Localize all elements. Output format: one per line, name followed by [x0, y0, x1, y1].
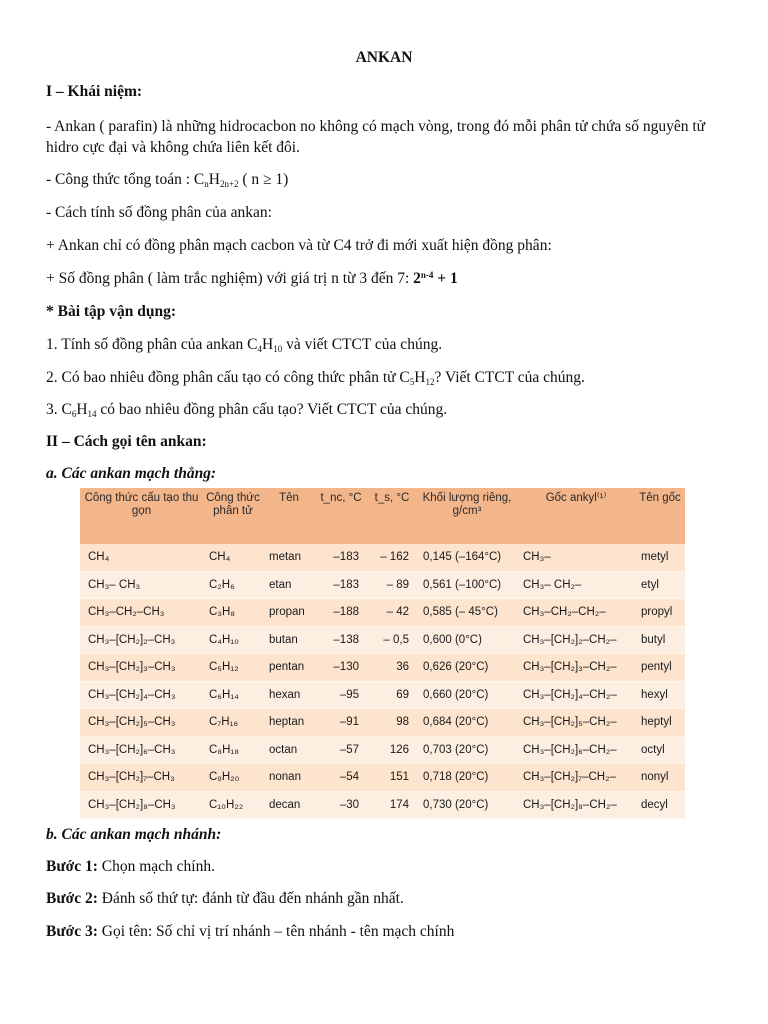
table-cell: CH₄	[203, 544, 263, 571]
table-cell: 0,626 (20°C)	[417, 654, 517, 682]
isomer-formula-base: 2	[413, 270, 421, 287]
table-cell: –57	[315, 736, 367, 764]
table-cell: pentan	[263, 654, 315, 682]
exercise-1-text: 1. Tính số đồng phân của ankan C	[46, 336, 258, 353]
table-cell: CH₃–[CH₂]₇–CH₂–	[517, 764, 635, 792]
table-cell: 0,660 (20°C)	[417, 681, 517, 709]
table-body	[80, 544, 685, 819]
table-cell: –30	[315, 791, 367, 819]
exercise-3-h: H	[76, 401, 88, 418]
alkane-table	[80, 488, 685, 819]
subsection-b-heading: b. Các ankan mạch nhánh:	[46, 826, 222, 843]
table-header-row	[80, 488, 685, 544]
table-cell: CH₃–[CH₂]₂–CH₂–	[517, 626, 635, 654]
table-cell: – 0,5	[367, 626, 417, 654]
table-cell: C₇H₁₆	[203, 709, 263, 737]
table-cell: CH₃–CH₂–CH₂–	[517, 599, 635, 627]
table-cell: CH₃–[CH₂]₈–CH₃	[80, 791, 203, 819]
section-1-heading: I – Khái niệm:	[46, 83, 143, 100]
table-cell: 174	[367, 791, 417, 819]
isomer-note-line: + Ankan chỉ có đồng phân mạch cacbon và từ C4 trở đi mới xuất hiện đồng phân:	[46, 237, 552, 254]
isomer-formula-tail: + 1	[433, 270, 458, 287]
table-row	[80, 571, 685, 599]
step-3	[46, 922, 728, 942]
table-cell: CH₃–[CH₂]₆–CH₂–	[517, 736, 635, 764]
table-cell: 0,585 (– 45°C)	[417, 599, 517, 627]
table-cell: CH₃–[CH₂]₈–CH₂–	[517, 791, 635, 819]
formula-prefix: - Công thức tổng toán : C	[46, 171, 205, 188]
table-cell: hexyl	[635, 681, 685, 709]
exercise-3-text: 3. C	[46, 401, 72, 418]
isomer-count-text: + Số đồng phân ( làm trắc nghiệm) với giá trị n từ 3 đến 7:	[46, 270, 414, 287]
table-row	[80, 764, 685, 792]
table-cell: hexan	[263, 681, 315, 709]
step-2	[46, 889, 728, 909]
table-cell: – 162	[367, 544, 417, 571]
table-header-cell: Công thức cấu tạo thu gọn	[80, 488, 203, 544]
table-cell: pentyl	[635, 654, 685, 682]
step-3-text: Gọi tên: Số chỉ vị trí nhánh – tên nhánh - tên mạch chính	[97, 923, 455, 940]
table-header-cell: t_s, °C	[367, 488, 417, 544]
table-cell: CH₃–[CH₂]₄–CH₂–	[517, 681, 635, 709]
table-cell: 0,145 (–164°C)	[417, 544, 517, 571]
table-cell: CH₃–[CH₂]₃–CH₃	[80, 654, 203, 682]
step-2-text: Đánh số thứ tự: đánh từ đầu đến nhánh gần nhất.	[97, 890, 404, 907]
table-cell: –130	[315, 654, 367, 682]
general-formula-line	[46, 170, 728, 190]
table-cell: etan	[263, 571, 315, 599]
table-cell: decan	[263, 791, 315, 819]
table-cell: 36	[367, 654, 417, 682]
isomer-formula-exp: n-4	[420, 270, 434, 280]
table-cell: CH₄	[80, 544, 203, 571]
table-row	[80, 709, 685, 737]
table-cell: CH₃–[CH₂]₂–CH₃	[80, 626, 203, 654]
table-cell: CH₃–[CH₂]₇–CH₃	[80, 764, 203, 792]
table-cell: CH₃– CH₂–	[517, 571, 635, 599]
table-cell: heptan	[263, 709, 315, 737]
exercise-2-text: 2. Có bao nhiêu đồng phân cấu tạo có công thức phân tử C	[46, 369, 410, 386]
table-cell: C₉H₂₀	[203, 764, 263, 792]
table-cell: octyl	[635, 736, 685, 764]
step-1	[46, 857, 728, 877]
step-1-label: Bước 1:	[46, 858, 98, 875]
table-cell: C₁₀H₂₂	[203, 791, 263, 819]
exercise-3	[46, 400, 728, 420]
table-header-cell: t_nc, °C	[315, 488, 367, 544]
formula-h: H	[208, 171, 220, 188]
table-cell: C₅H₁₂	[203, 654, 263, 682]
table-cell: –183	[315, 571, 367, 599]
exercise-3-sub-h: 14	[87, 409, 97, 419]
table-cell: – 89	[367, 571, 417, 599]
section-2-heading: II – Cách gọi tên ankan:	[46, 433, 207, 450]
table-cell: octan	[263, 736, 315, 764]
step-3-label: Bước 3:	[46, 923, 98, 940]
exercise-2-h: H	[414, 369, 426, 386]
table-header-cell: Tên	[263, 488, 315, 544]
table-row	[80, 736, 685, 764]
table-cell: heptyl	[635, 709, 685, 737]
table-cell: –188	[315, 599, 367, 627]
table-cell: –183	[315, 544, 367, 571]
isomer-method-line: - Cách tính số đồng phân của ankan:	[46, 204, 272, 221]
table-cell: CH₃–[CH₂]₅–CH₂–	[517, 709, 635, 737]
table-cell: C₂H₆	[203, 571, 263, 599]
table-row	[80, 544, 685, 571]
isomer-count-line	[46, 269, 728, 289]
table-cell: –95	[315, 681, 367, 709]
table-cell: 0,684 (20°C)	[417, 709, 517, 737]
alkane-table-container	[80, 488, 685, 812]
exercise-2-tail: ? Viết CTCT của chúng.	[434, 369, 585, 386]
table-cell: metyl	[635, 544, 685, 571]
table-row	[80, 654, 685, 682]
table-cell: 0,703 (20°C)	[417, 736, 517, 764]
table-cell: 0,718 (20°C)	[417, 764, 517, 792]
table-cell: CH₃– CH₃	[80, 571, 203, 599]
table-cell: 0,600 (0°C)	[417, 626, 517, 654]
table-cell: 0,561 (–100°C)	[417, 571, 517, 599]
exercise-1	[46, 335, 728, 355]
table-cell: – 42	[367, 599, 417, 627]
exercise-3-tail: có bao nhiêu đồng phân cấu tạo? Viết CTCT của chúng.	[96, 401, 448, 418]
table-cell: butyl	[635, 626, 685, 654]
formula-sub-2n2: 2n+2	[219, 179, 239, 189]
exercise-2-sub-h: 12	[425, 377, 435, 387]
table-cell: metan	[263, 544, 315, 571]
table-cell: etyl	[635, 571, 685, 599]
definition-paragraph: - Ankan ( parafin) là những hidrocacbon no không có mạch vòng, trong đó mỗi phân tử chứa số nguyên tử hidro cực đại và không chứa liên kết đôi.	[46, 118, 706, 156]
exercise-2	[46, 368, 728, 388]
table-cell: propyl	[635, 599, 685, 627]
table-cell: 151	[367, 764, 417, 792]
table-header-cell: Công thức phân tử	[203, 488, 263, 544]
exercise-1-tail: và viết CTCT của chúng.	[282, 336, 443, 353]
formula-sub-n: n	[204, 179, 209, 189]
table-cell: C₆H₁₄	[203, 681, 263, 709]
table-row	[80, 681, 685, 709]
table-cell: CH₃–[CH₂]₄–CH₃	[80, 681, 203, 709]
table-row	[80, 791, 685, 819]
exercise-2-sub-c: 5	[409, 377, 415, 387]
table-header-cell: Tên gốc	[635, 488, 685, 544]
step-2-label: Bước 2:	[46, 890, 98, 907]
table-cell: CH₃–[CH₂]₅–CH₃	[80, 709, 203, 737]
table-cell: C₃H₈	[203, 599, 263, 627]
table-cell: propan	[263, 599, 315, 627]
formula-condition: ( n ≥ 1)	[238, 171, 289, 188]
table-cell: 126	[367, 736, 417, 764]
table-cell: butan	[263, 626, 315, 654]
document-title: ANKAN	[355, 49, 413, 66]
exercise-heading: * Bài tập vận dụng:	[46, 303, 177, 320]
table-cell: –138	[315, 626, 367, 654]
table-cell: 98	[367, 709, 417, 737]
table-cell: C₈H₁₈	[203, 736, 263, 764]
table-header-cell: Gốc ankyl⁽¹⁾	[517, 488, 635, 544]
table-cell: C₄H₁₀	[203, 626, 263, 654]
table-cell: decyl	[635, 791, 685, 819]
table-cell: nonan	[263, 764, 315, 792]
exercise-1-sub-h: 10	[273, 344, 283, 354]
table-cell: nonyl	[635, 764, 685, 792]
table-cell: 69	[367, 681, 417, 709]
table-cell: 0,730 (20°C)	[417, 791, 517, 819]
table-cell: CH₃–CH₂–CH₃	[80, 599, 203, 627]
table-cell: CH₃–[CH₂]₆–CH₃	[80, 736, 203, 764]
exercise-1-h: H	[262, 336, 274, 353]
step-1-text: Chọn mạch chính.	[97, 858, 215, 875]
table-row	[80, 599, 685, 627]
table-header-cell: Khối lượng riêng, g/cm³	[417, 488, 517, 544]
subsection-a-heading: a. Các ankan mạch thẳng:	[46, 465, 217, 482]
table-cell: –91	[315, 709, 367, 737]
table-cell: –54	[315, 764, 367, 792]
table-row	[80, 626, 685, 654]
table-cell: CH₃–	[517, 544, 635, 571]
exercise-1-sub-c: 4	[257, 344, 263, 354]
table-cell: CH₃–[CH₂]₃–CH₂–	[517, 654, 635, 682]
exercise-3-sub-c: 6	[71, 409, 77, 419]
